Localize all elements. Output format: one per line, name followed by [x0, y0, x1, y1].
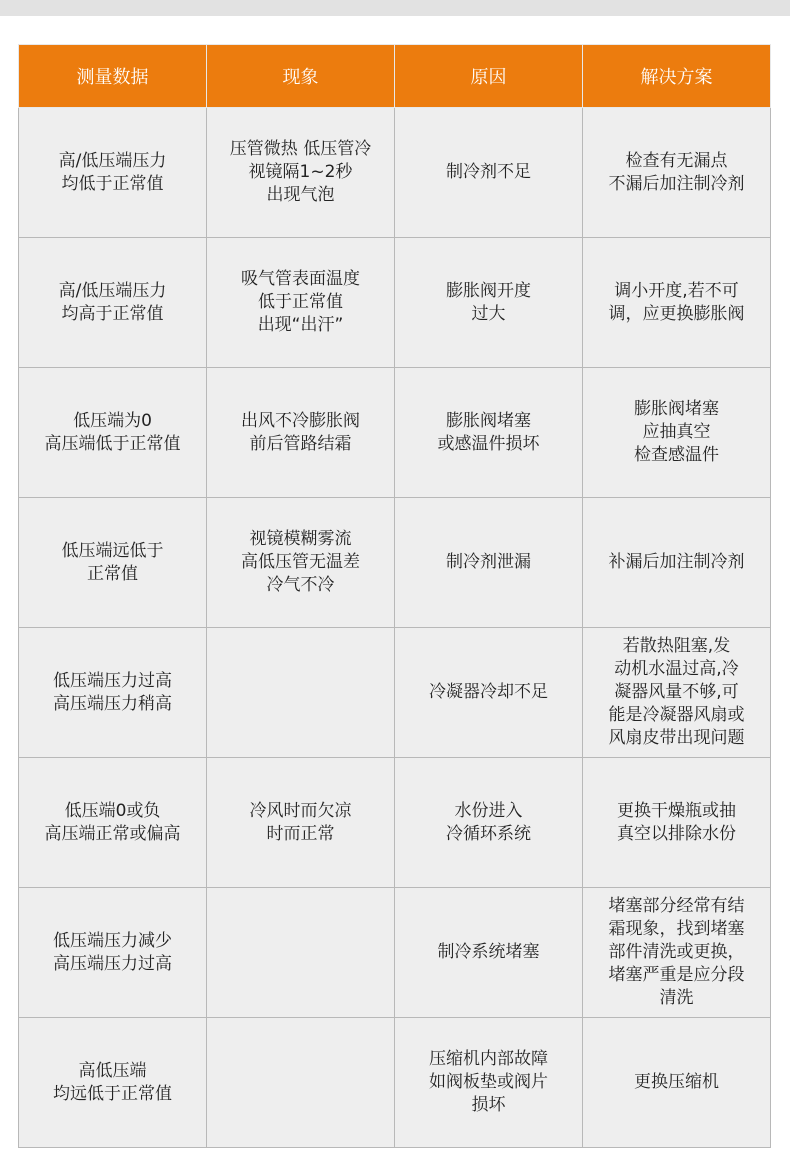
cell-symptom	[207, 888, 395, 1018]
top-banner-strip	[0, 0, 790, 16]
cell-cause: 压缩机内部故障 如阀板垫或阀片 损坏	[395, 1018, 583, 1148]
cell-solution: 更换压缩机	[583, 1018, 771, 1148]
table-row	[19, 758, 771, 888]
cell-solution: 补漏后加注制冷剂	[583, 498, 771, 628]
cell-solution: 堵塞部分经常有结 霜现象，找到堵塞 部件清洗或更换， 堵塞严重是应分段 清洗	[583, 888, 771, 1018]
table-row	[19, 238, 771, 368]
cell-symptom: 冷风时而欠凉 时而正常	[207, 758, 395, 888]
cell-measurement: 低压端0或负 高压端正常或偏高	[19, 758, 207, 888]
cell-symptom: 出风不冷膨胀阀 前后管路结霜	[207, 368, 395, 498]
table-row	[19, 1018, 771, 1148]
cell-measurement: 低压端为0 高压端低于正常值	[19, 368, 207, 498]
table-row	[19, 888, 771, 1018]
table-row	[19, 108, 771, 238]
cell-symptom: 压管微热 低压管冷 视镜隔1~2秒 出现气泡	[207, 108, 395, 238]
cell-solution: 调小开度,若不可 调，应更换膨胀阀	[583, 238, 771, 368]
cell-cause: 水份进入 冷循环系统	[395, 758, 583, 888]
ac-diagnosis-table	[18, 44, 771, 1148]
cell-cause: 膨胀阀堵塞 或感温件损坏	[395, 368, 583, 498]
table-row	[19, 368, 771, 498]
cell-measurement: 低压端压力减少 高压端压力过高	[19, 888, 207, 1018]
cell-cause: 制冷剂不足	[395, 108, 583, 238]
cell-cause: 膨胀阀开度 过大	[395, 238, 583, 368]
header-measurement: 测量数据	[19, 45, 207, 108]
cell-solution: 检查有无漏点 不漏后加注制冷剂	[583, 108, 771, 238]
cell-symptom: 吸气管表面温度 低于正常值 出现“出汗”	[207, 238, 395, 368]
cell-measurement: 高/低压端压力 均高于正常值	[19, 238, 207, 368]
cell-symptom	[207, 628, 395, 758]
cell-measurement: 低压端压力过高 高压端压力稍高	[19, 628, 207, 758]
header-cause: 原因	[395, 45, 583, 108]
cell-symptom	[207, 1018, 395, 1148]
header-symptom: 现象	[207, 45, 395, 108]
cell-measurement: 低压端远低于 正常值	[19, 498, 207, 628]
cell-solution: 若散热阻塞,发 动机水温过高,冷 凝器风量不够,可 能是冷凝器风扇或 风扇皮带出现问题	[583, 628, 771, 758]
cell-cause: 制冷剂泄漏	[395, 498, 583, 628]
table-row	[19, 498, 771, 628]
cell-solution: 更换干燥瓶或抽 真空以排除水份	[583, 758, 771, 888]
cell-measurement: 高/低压端压力 均低于正常值	[19, 108, 207, 238]
table-header-row	[19, 45, 771, 108]
cell-cause: 冷凝器冷却不足	[395, 628, 583, 758]
cell-symptom: 视镜模糊雾流 高低压管无温差 冷气不冷	[207, 498, 395, 628]
header-solution: 解决方案	[583, 45, 771, 108]
cell-measurement: 高低压端 均远低于正常值	[19, 1018, 207, 1148]
table-row	[19, 628, 771, 758]
cell-cause: 制冷系统堵塞	[395, 888, 583, 1018]
cell-solution: 膨胀阀堵塞 应抽真空 检查感温件	[583, 368, 771, 498]
